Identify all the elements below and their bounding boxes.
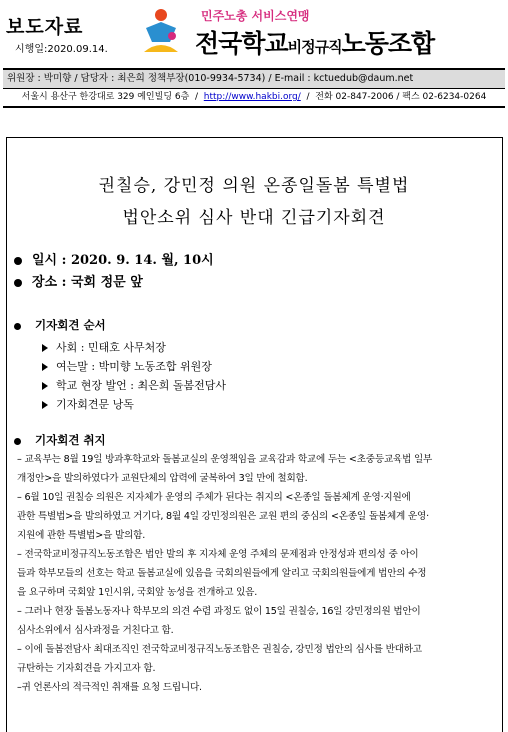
purpose-line: 을 요구하며 국회앞 1인시위, 국회앞 농성을 전개하고 있음.	[17, 587, 258, 598]
order-heading	[14, 317, 106, 333]
order-item-text: 사회 : 민태호 사무처장	[56, 341, 166, 354]
union-name	[195, 24, 434, 60]
federation-name: 민주노총 서비스연맹	[201, 9, 310, 23]
place-text: 장소 : 국회 정문 앞	[32, 275, 143, 290]
purpose-line: – 교육부는 8월 19일 방과후학교와 돌봄교실의 운영책임을 교육감과 학교에 두는 <초중등교육법 일부	[17, 454, 433, 465]
order-item	[42, 358, 212, 374]
union-name-part2: 비정규직	[287, 38, 342, 56]
purpose-line: 들과 학부모들의 선호는 학교 돌봄교실에 있음을 국회의원들에게 알리고 국회의원들에게 법안의 수정	[17, 568, 427, 579]
purpose-line: –귀 언론사의 적극적인 취재를 요청 드립니다.	[17, 682, 202, 693]
press-header	[0, 0, 508, 66]
title-line-2: 법안소위 심사 반대 긴급기자회견	[122, 208, 386, 228]
info-place	[14, 271, 143, 290]
purpose-line: 관한 특별법>을 발의하였고 거기다, 8월 4일 강민정의원은 교원 편의 중심의 <온종일 돌봄체계 운영·	[17, 511, 429, 522]
address: 서울시 용산구 한강대로 329 예인빌딩 6층	[21, 92, 190, 102]
send-date: 시행일:2020.09.14.	[15, 44, 108, 55]
order-item-text: 학교 현장 발언 : 최은희 돌봄전담사	[56, 379, 226, 392]
info-datetime	[14, 249, 214, 268]
order-item	[42, 377, 226, 393]
purpose-line: 개정안>을 발의하였다가 교원단체의 압력에 굴복하여 3일 만에 철회함.	[17, 473, 308, 484]
triangle-bullet-icon	[42, 401, 48, 409]
triangle-bullet-icon	[42, 344, 48, 352]
address-line: 서울시 용산구 한강대로 329 예인빌딩 6층 / http://www.hakbi.org/ / 전화 02-847-2006 / 팩스 02-6234-0264	[21, 92, 487, 102]
bullet-icon	[14, 323, 21, 330]
union-logo-icon	[142, 8, 180, 56]
purpose-line: 심사소위에서 심사과정을 거친다고 함.	[17, 625, 174, 636]
order-heading-text: 기자회견 순서	[35, 318, 106, 332]
title-line-1: 권칠승, 강민정 의원 온종일돌봄 특별법	[98, 176, 410, 196]
website-link[interactable]: http://www.hakbi.org/	[203, 92, 301, 102]
order-item	[42, 339, 166, 355]
bullet-icon	[14, 257, 22, 265]
union-name-part3: 노동조합	[341, 29, 435, 58]
purpose-heading-text: 기자회견 취지	[35, 433, 106, 447]
press-release-label: 보도자료	[6, 16, 84, 38]
purpose-line: 규탄하는 기자회견을 가지고자 함.	[17, 663, 156, 674]
purpose-paragraph	[17, 450, 497, 697]
order-item-text: 기자회견문 낭독	[56, 398, 134, 411]
purpose-line: – 전국학교비정규직노동조합은 법안 발의 후 지자체 운영 주체의 문제점과 안정성과 편의성 중 아이	[17, 549, 419, 560]
bullet-icon	[14, 438, 21, 445]
purpose-line: 지원에 관한 특별법>을 발의함.	[17, 530, 146, 541]
triangle-bullet-icon	[42, 382, 48, 390]
purpose-line: – 6월 10일 권칠승 의원은 지자체가 운영의 주체가 된다는 취지의 <온종일 돌봄체계 운영·지원에	[17, 492, 411, 503]
purpose-line: – 그러나 현장 돌봄노동자나 학부모의 의견 수렴 과정도 없이 15일 권칠승, 16일 강민정의원 법안이	[17, 606, 421, 617]
datetime-text: 일시 : 2020. 9. 14. 월, 10시	[32, 253, 214, 268]
order-item-text: 여는말 : 박미향 노동조합 위원장	[56, 360, 212, 373]
address-divider	[3, 106, 505, 108]
contact-line: 위원장 : 박미향 / 담당자 : 최은희 정책부장(010-9934-5734) / E-mail : kctuedub@daum.net	[3, 70, 505, 88]
order-item	[42, 396, 134, 412]
purpose-line: – 이에 돌봄전담사 최대조직인 전국학교비정규직노동조합은 권칠승, 강민정 법안의 심사를 반대하고	[17, 644, 422, 655]
union-name-part1: 전국학교	[195, 29, 288, 58]
triangle-bullet-icon	[42, 363, 48, 371]
bullet-icon	[14, 279, 22, 287]
purpose-heading	[14, 432, 106, 448]
tel-fax: 전화 02-847-2006 / 팩스 02-6234-0264	[315, 92, 487, 102]
